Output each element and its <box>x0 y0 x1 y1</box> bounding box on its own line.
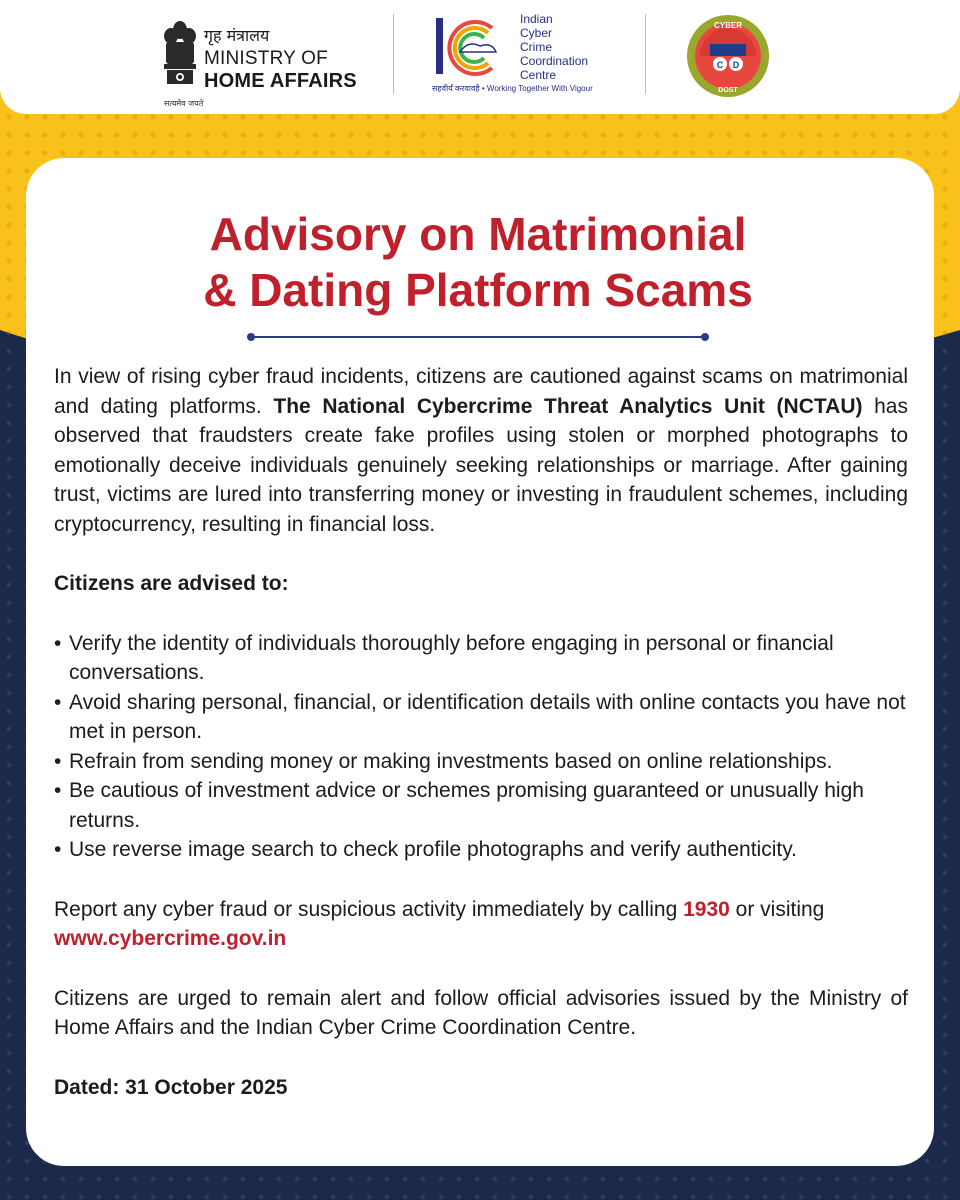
advisory-date: Dated: 31 October 2025 <box>54 1075 288 1099</box>
i4c-name <box>520 12 588 82</box>
advice-item: • Avoid sharing personal, financial, or identification details with online contacts you have not met in person. <box>54 688 908 747</box>
mha-label-line1: MINISTRY OF <box>204 48 328 69</box>
title-divider <box>245 330 711 344</box>
svg-text:D: D <box>732 60 740 70</box>
intro-text: has observed that fraudsters create fake profiles using stolen or morphed photographs to emotionally deceive individuals genuinely seeking relationships or marriage. After gaining trust, victims are lured into transferring money or investing in fraudulent schemes, including cryptocurrency, resulting in financial loss. <box>54 394 908 536</box>
report-paragraph <box>54 895 908 954</box>
helpline-number: 1930 <box>683 897 730 921</box>
advice-item: • Be cautious of investment advice or schemes promising guaranteed or unusually high returns. <box>54 776 908 835</box>
cybercrime-website-link[interactable]: www.cybercrime.gov.in <box>54 927 287 950</box>
cyber-dost-top-text: CYBER <box>713 21 743 30</box>
i4c-logo-icon <box>432 12 502 82</box>
intro-bold-text: The National Cybercrime Threat Analytics Unit (NCTAU) <box>273 394 863 418</box>
title-line1: Advisory on Matrimonial <box>209 208 747 260</box>
mha-logo <box>160 14 370 108</box>
header-divider <box>393 14 394 94</box>
advice-list <box>54 629 908 865</box>
i4c-line: Coordination <box>520 54 589 68</box>
i4c-line: Crime <box>520 40 552 54</box>
report-text: or visiting <box>729 897 825 921</box>
i4c-line: Cyber <box>520 26 553 40</box>
advisory-body <box>54 362 908 1102</box>
title-line2: & Dating Platform Scams <box>203 264 753 316</box>
cyber-dost-bottom-text: DOST <box>718 87 738 94</box>
urge-paragraph: Citizens are urged to remain alert and follow official advisories issued by the Ministry of Home Affairs and the Indian Cyber Crime Coordination Centre. <box>54 986 908 1039</box>
header-divider <box>645 14 646 94</box>
header-bar <box>0 0 960 114</box>
mha-hindi-label: गृह मंत्रालय <box>204 26 270 45</box>
i4c-line: Indian <box>520 12 553 26</box>
emblem-motto: सत्यमेव जयते <box>164 99 204 108</box>
i4c-line: Centre <box>520 68 557 82</box>
advised-heading: Citizens are advised to: <box>54 572 289 595</box>
mha-label-line2: HOME AFFAIRS <box>204 70 357 92</box>
advice-item: • Refrain from sending money or making investments based on online relationships. <box>54 747 908 777</box>
national-emblem-icon <box>160 14 200 96</box>
intro-paragraph <box>54 362 908 539</box>
advisory-title <box>0 206 956 318</box>
advice-item: • Use reverse image search to check profile photographs and verify authenticity. <box>54 835 908 865</box>
i4c-logo <box>432 10 632 102</box>
i4c-tagline: सहवीर्यं करवावहै • Working Together With Vigour <box>432 84 593 93</box>
svg-text:C: C <box>716 60 724 70</box>
intro-text: In view of rising cyber fraud incidents, citizens are cautioned against scams on matrimonial and dating platforms. <box>54 365 908 418</box>
cyber-dost-logo-icon <box>686 14 770 98</box>
advice-item: • Verify the identity of individuals thoroughly before engaging in personal or financial conversations. <box>54 629 908 688</box>
report-text: Report any cyber fraud or suspicious activity immediately by calling <box>54 897 684 921</box>
